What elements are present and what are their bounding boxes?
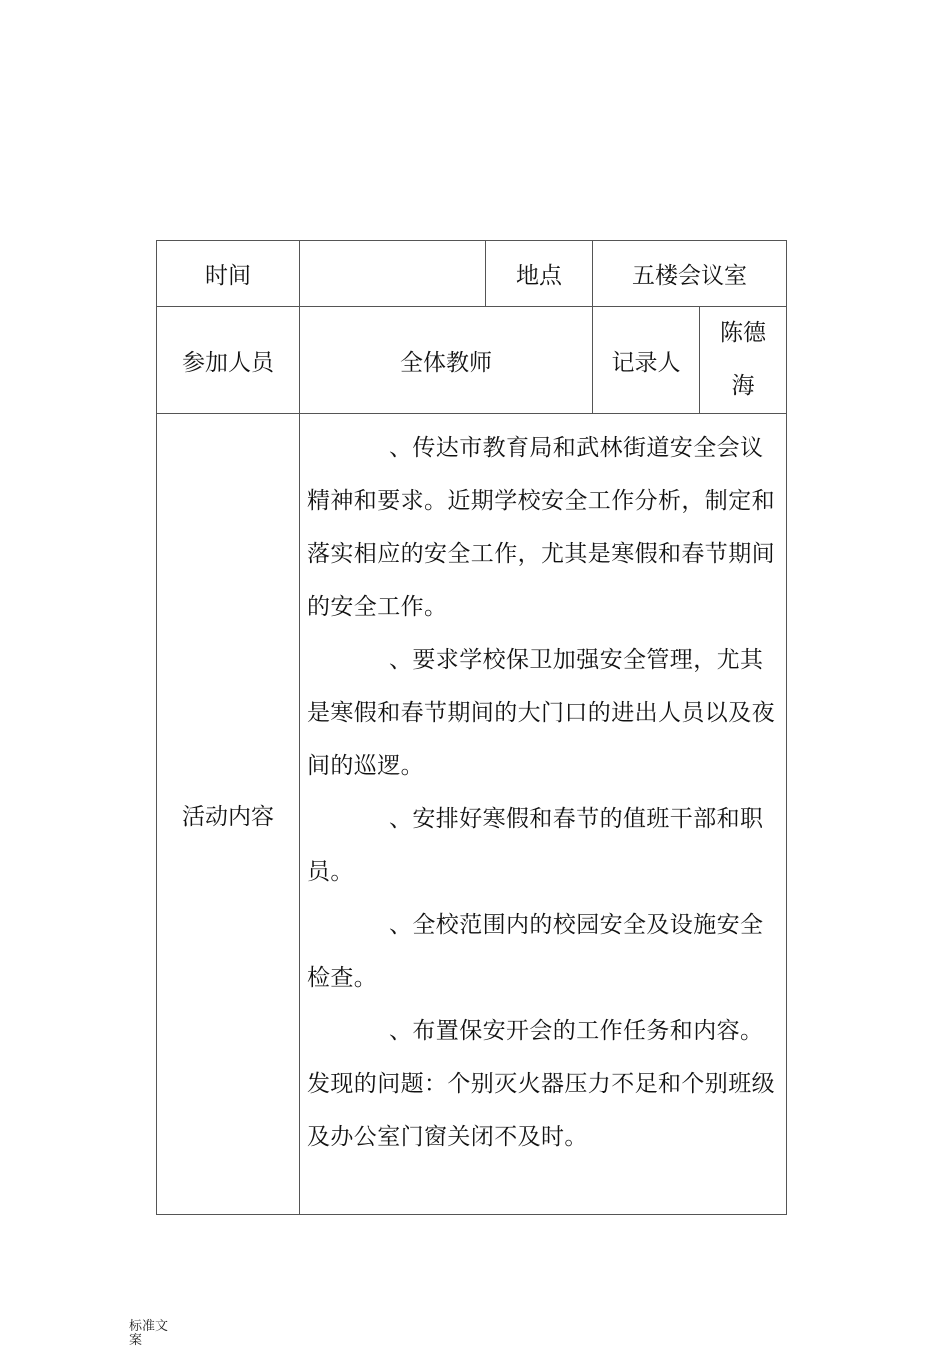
participants-value: 全体教师 — [300, 307, 593, 414]
location-label: 地点 — [486, 241, 593, 307]
row-participants-recorder — [157, 307, 787, 414]
content-body — [300, 414, 787, 1215]
recorder-label: 记录人 — [593, 307, 700, 414]
content-paragraph-6: 发现的问题：个别灭火器压力不足和个别班级及办公室门窗关闭不及时。 — [307, 1071, 775, 1150]
content-paragraph-4: 、全校范围内的校园安全及设施安全检查。 — [307, 912, 764, 991]
recorder-value-line1: 陈德 — [720, 320, 766, 346]
content-paragraph-3: 、安排好寒假和春节的值班干部和职员。 — [307, 806, 764, 885]
location-value: 五楼会议室 — [593, 241, 787, 307]
participants-label: 参加人员 — [157, 307, 300, 414]
footer-text: 标准文案 — [129, 1319, 169, 1348]
content-paragraph-5: 、布置保安开会的工作任务和内容。 — [389, 1018, 764, 1044]
time-value — [300, 241, 486, 307]
meeting-record-table — [156, 240, 787, 1215]
row-content — [157, 414, 787, 1215]
recorder-value — [700, 307, 787, 414]
content-paragraph-1: 、传达市教育局和武林街道安全会议精神和要求。近期学校安全工作分析，制定和落实相应的安全工作，尤其是寒假和春节期间的安全工作。 — [307, 435, 775, 620]
content-label: 活动内容 — [157, 414, 300, 1215]
time-label: 时间 — [157, 241, 300, 307]
recorder-value-line2: 海 — [731, 373, 755, 399]
content-paragraph-2: 、要求学校保卫加强安全管理，尤其是寒假和春节期间的大门口的进出人员以及夜间的巡逻。 — [307, 647, 775, 779]
row-time-location — [157, 241, 787, 307]
